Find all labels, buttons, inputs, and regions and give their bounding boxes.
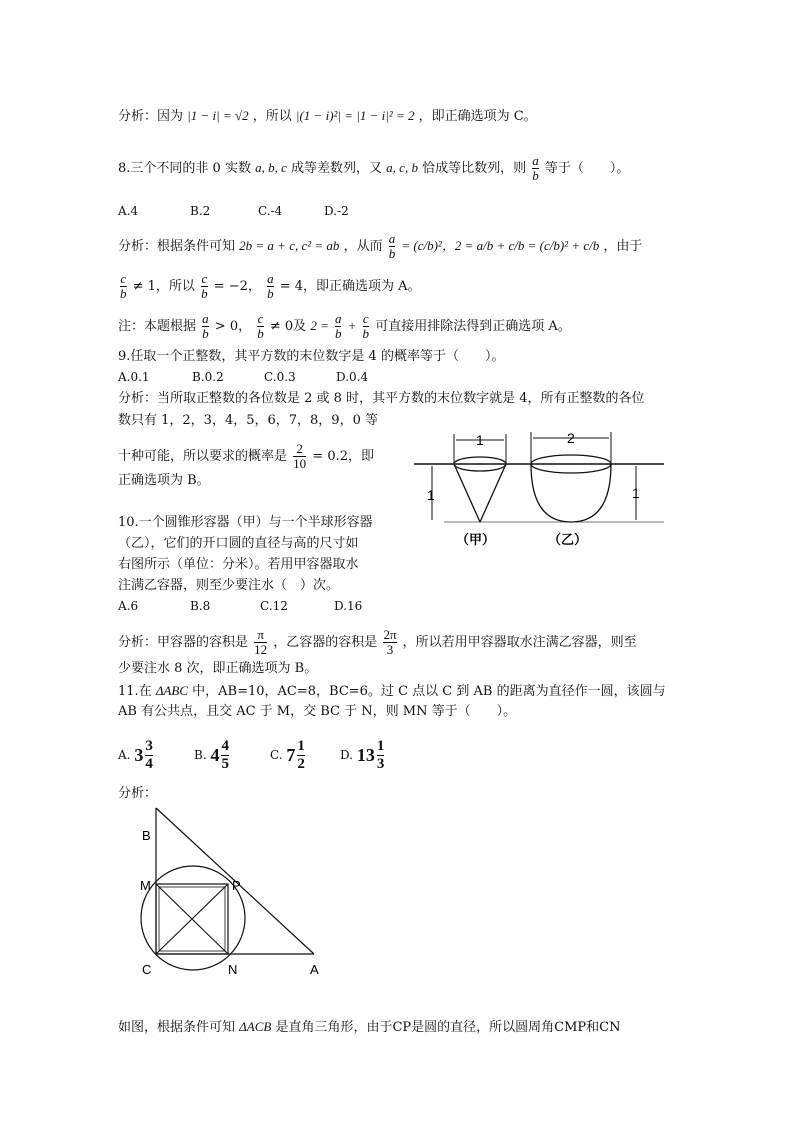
q11-option-a-label: A.	[118, 748, 131, 762]
q8-option-b: B.2	[190, 204, 211, 218]
q11-stem1-a: 11.在	[118, 684, 152, 699]
q10-cone-volume-frac	[254, 628, 267, 657]
q9-analysis-line1: 分析：当所取正整数的各位数是 2 或 8 时，其平方数的末位数字就是 4，所有正整数的各位	[118, 391, 645, 406]
q11-option-d-num: 1	[376, 738, 385, 754]
q8-frac-den: b	[532, 168, 539, 183]
q8-analysis2-c: = 4，即正确选项为 A。	[279, 279, 421, 294]
q10-frac1-num: π	[257, 627, 264, 642]
q10-analysis1-c: ，所以若用甲容器取水注满乙容器，则至	[402, 635, 637, 650]
q7-analysis-prefix: 分析：因为	[118, 109, 184, 124]
q10-analysis1-b: ，乙容器的容积是	[273, 635, 378, 650]
q11-option-b-num: 4	[221, 738, 229, 754]
q11-option-d-whole: 13	[356, 745, 375, 765]
q11-final-line	[118, 1018, 621, 1037]
q10-dim-left-top: 1	[476, 432, 484, 448]
q10-option-b: B.8	[190, 599, 211, 613]
q11-final-b: 是直角三角形，由于CP是圆的直径，所以圆周角CMP和CN	[275, 1020, 621, 1035]
q9-option-b: B.0.2	[192, 370, 224, 384]
q9-probability-frac	[293, 442, 306, 471]
q11-final-tri: ΔACB	[239, 1019, 272, 1034]
q11-option-b	[194, 738, 231, 773]
q8-abc: a, b, c	[255, 160, 287, 175]
q11-stem1-b: 中，AB=10，AC=8，BC=6。过 C 点以 C 到 AB 的距离为直径作一圆，该圆与	[192, 684, 666, 699]
q8-note-frac-ab-den: b	[202, 326, 209, 341]
q8-frac-ab-2-den: b	[267, 286, 274, 301]
q8-stem	[118, 154, 629, 183]
q11-option-c	[270, 738, 307, 773]
q8-analysis-frac-ab-den: b	[388, 246, 396, 261]
q9-analysis3-a: 十种可能，所以要求的概率是	[118, 449, 288, 464]
q10-bowl-volume-frac	[383, 628, 396, 657]
q9-option-a: A.0.1	[118, 370, 150, 384]
q10-analysis1-a: 分析：甲容器的容积是	[118, 635, 249, 650]
q11-stem-line1	[118, 682, 666, 701]
q8-option-d: D.-2	[324, 204, 349, 218]
q8-frac-ab-2	[267, 272, 274, 301]
q8-analysis-line1	[118, 232, 642, 261]
q10-cone-side-left	[454, 464, 480, 522]
q8-frac-num: a	[532, 153, 539, 168]
q7-analysis	[118, 107, 537, 126]
q8-analysis-frac-ab-num: a	[388, 231, 396, 246]
q8-analysis1-b: ，从而	[343, 239, 383, 254]
q8-note-frac-ab	[202, 312, 209, 341]
q8-analysis1-c: ，由于	[603, 239, 643, 254]
q8-note-frac-ab-b: $\frac{a}{b}$	[334, 311, 342, 341]
q7-analysis-mid: ，所以	[252, 109, 292, 124]
q9-frac-num: 2	[296, 441, 303, 456]
q11-option-b-den: 5	[221, 756, 229, 772]
q11-label-m: M	[140, 878, 151, 893]
q9-option-d: D.0.4	[336, 370, 369, 384]
q8-note-b: > 0，	[214, 319, 252, 334]
q8-frac-ab-2-num: a	[267, 271, 274, 286]
q9-analysis-line4: 正确选项为 B。	[118, 473, 210, 488]
q11-stem1-tri: ΔABC	[155, 683, 189, 698]
q11-option-d-frac	[377, 738, 385, 773]
q10-label-jia: （甲）	[456, 532, 496, 547]
q11-label-b: B	[142, 828, 151, 843]
q8-acb: a, c, b	[386, 160, 418, 175]
q10-stem-line4: 注满乙容器，则至少要注水（ ）次。	[118, 578, 340, 593]
q10-dim-left-height: 1	[427, 487, 435, 503]
q8-analysis-line2	[118, 272, 421, 301]
q9-analysis-line2: 数只有 1，2，3，4，5，6，7，8，9，0 等	[118, 413, 378, 428]
q11-option-c-den: 2	[297, 756, 305, 772]
q8-analysis1-expr2: = (c/b)²，2 = a/b + c/b = (c/b)² + c/b	[401, 238, 600, 253]
q8-note: 注：本题根据 $\frac{a}{b}$ > 0， $\frac{c}{b}$ ≠ 0及 2 = $\frac{a}{b}$ + $\frac{c}{b}$ 可直接用排除法得到正确选项 A。	[118, 311, 571, 341]
q8-note-frac-cb-b: $\frac{c}{b}$	[362, 311, 370, 341]
q11-option-a-den: 4	[145, 756, 153, 772]
q7-expr1: |1 − i| = √2	[187, 108, 249, 123]
q11-option-a	[118, 738, 155, 773]
q8-fraction	[532, 154, 539, 183]
q7-analysis-suffix: ，即正确选项为 C。	[418, 109, 537, 124]
q9-option-c: C.0.3	[264, 370, 296, 384]
q11-label-n: N	[228, 962, 238, 977]
q8-frac-cb-2: $\frac{c}{b}$	[201, 271, 208, 301]
q9-analysis-line3	[118, 442, 374, 471]
q8-note-d: 可直接用排除法得到正确选项 A。	[375, 319, 571, 334]
q8-stem-a: 8.三个不同的非 0 实数	[118, 161, 251, 176]
q11-option-d-den: 3	[376, 756, 385, 772]
q8-note-c: ≠ 0及	[269, 319, 307, 334]
q8-note-frac-ab-num: a	[202, 311, 209, 326]
q10-stem-line3: 右图所示（单位：分米）。若用甲容器取水	[118, 557, 359, 572]
q11-label-a: A	[310, 962, 319, 977]
q10-analysis-line2: 少要注水 8 次，即正确选项为 B。	[118, 661, 318, 676]
q10-option-a: A.6	[118, 599, 139, 613]
q10-frac1-den: 12	[254, 642, 268, 657]
q11-option-c-label: C.	[270, 748, 283, 762]
q9-frac-den: 10	[293, 456, 307, 471]
q11-option-c-num: 1	[297, 738, 305, 754]
q11-option-a-num: 3	[145, 738, 153, 754]
q8-analysis1-expr: 2b = a + c, c² = ab	[239, 238, 340, 253]
q8-analysis2-a: ≠ 1，所以	[132, 279, 195, 294]
q10-frac2-num: 2π	[383, 627, 397, 642]
q11-option-d-label: D.	[340, 748, 354, 762]
q10-label-yi: （乙）	[548, 532, 588, 547]
q10-stem-line1: 10.一个圆锥形容器（甲）与一个半球形容器	[118, 515, 373, 530]
q11-option-b-whole: 4	[210, 745, 220, 765]
q8-stem-b: 成等差数列，又	[291, 161, 383, 176]
q9-stem: 9.任取一个正整数，其平方数的末位数字是 4 的概率等于（ ）。	[118, 349, 505, 364]
q8-analysis2-b: = −2，	[213, 279, 261, 294]
q11-stem-line2: AB 有公共点，且交 AC 于 M，交 BC 于 N，则 MN 等于（ ）。	[118, 704, 517, 719]
q11-option-d	[340, 738, 386, 773]
q10-analysis-line1	[118, 628, 637, 657]
q8-stem-d: 等于（ ）。	[544, 161, 630, 176]
q11-option-c-whole: 7	[286, 745, 296, 765]
q10-option-c: C.12	[260, 599, 288, 613]
q8-frac-cb-1: $\frac{c}{b}$	[120, 271, 127, 301]
q11-option-b-label: B.	[194, 748, 207, 762]
q10-containers-figure	[414, 424, 676, 552]
q10-option-d: D.16	[334, 599, 363, 613]
q11-option-b-frac	[221, 738, 229, 773]
q10-dim-right-top: 2	[567, 430, 575, 446]
q11-analysis-label: 分析：	[118, 786, 158, 801]
q11-option-a-whole: 3	[134, 745, 144, 765]
q8-note-a: 注：本题根据	[118, 319, 197, 334]
q8-option-a: A.4	[118, 204, 139, 218]
q8-note-frac-cb: $\frac{c}{b}$	[257, 311, 264, 341]
q10-frac2-den: 3	[383, 642, 396, 657]
q10-cone-side-right	[480, 464, 506, 522]
q8-analysis-frac-ab	[389, 232, 396, 261]
q11-final-a: 如图，根据条件可知	[118, 1020, 236, 1035]
q11-option-c-frac	[297, 738, 305, 773]
q7-expr2: |(1 − i)²| = |1 − i|² = 2	[295, 108, 415, 123]
q11-label-p: P	[232, 878, 241, 893]
q11-geometry-figure	[136, 804, 336, 980]
q11-label-c: C	[142, 962, 152, 977]
q11-option-a-frac	[145, 738, 153, 773]
q8-stem-c: 恰成等比数列，则	[422, 161, 527, 176]
q8-option-c: C.-4	[258, 204, 283, 218]
q9-analysis3-b: = 0.2，即	[312, 449, 374, 464]
q10-stem-line2: （乙），它们的开口圆的直径与高的尺寸如	[118, 536, 359, 551]
q8-analysis1-a: 分析：根据条件可知	[118, 239, 236, 254]
q8-note-eq: 2 =	[310, 318, 329, 333]
q10-dim-right-height: 1	[632, 485, 640, 501]
